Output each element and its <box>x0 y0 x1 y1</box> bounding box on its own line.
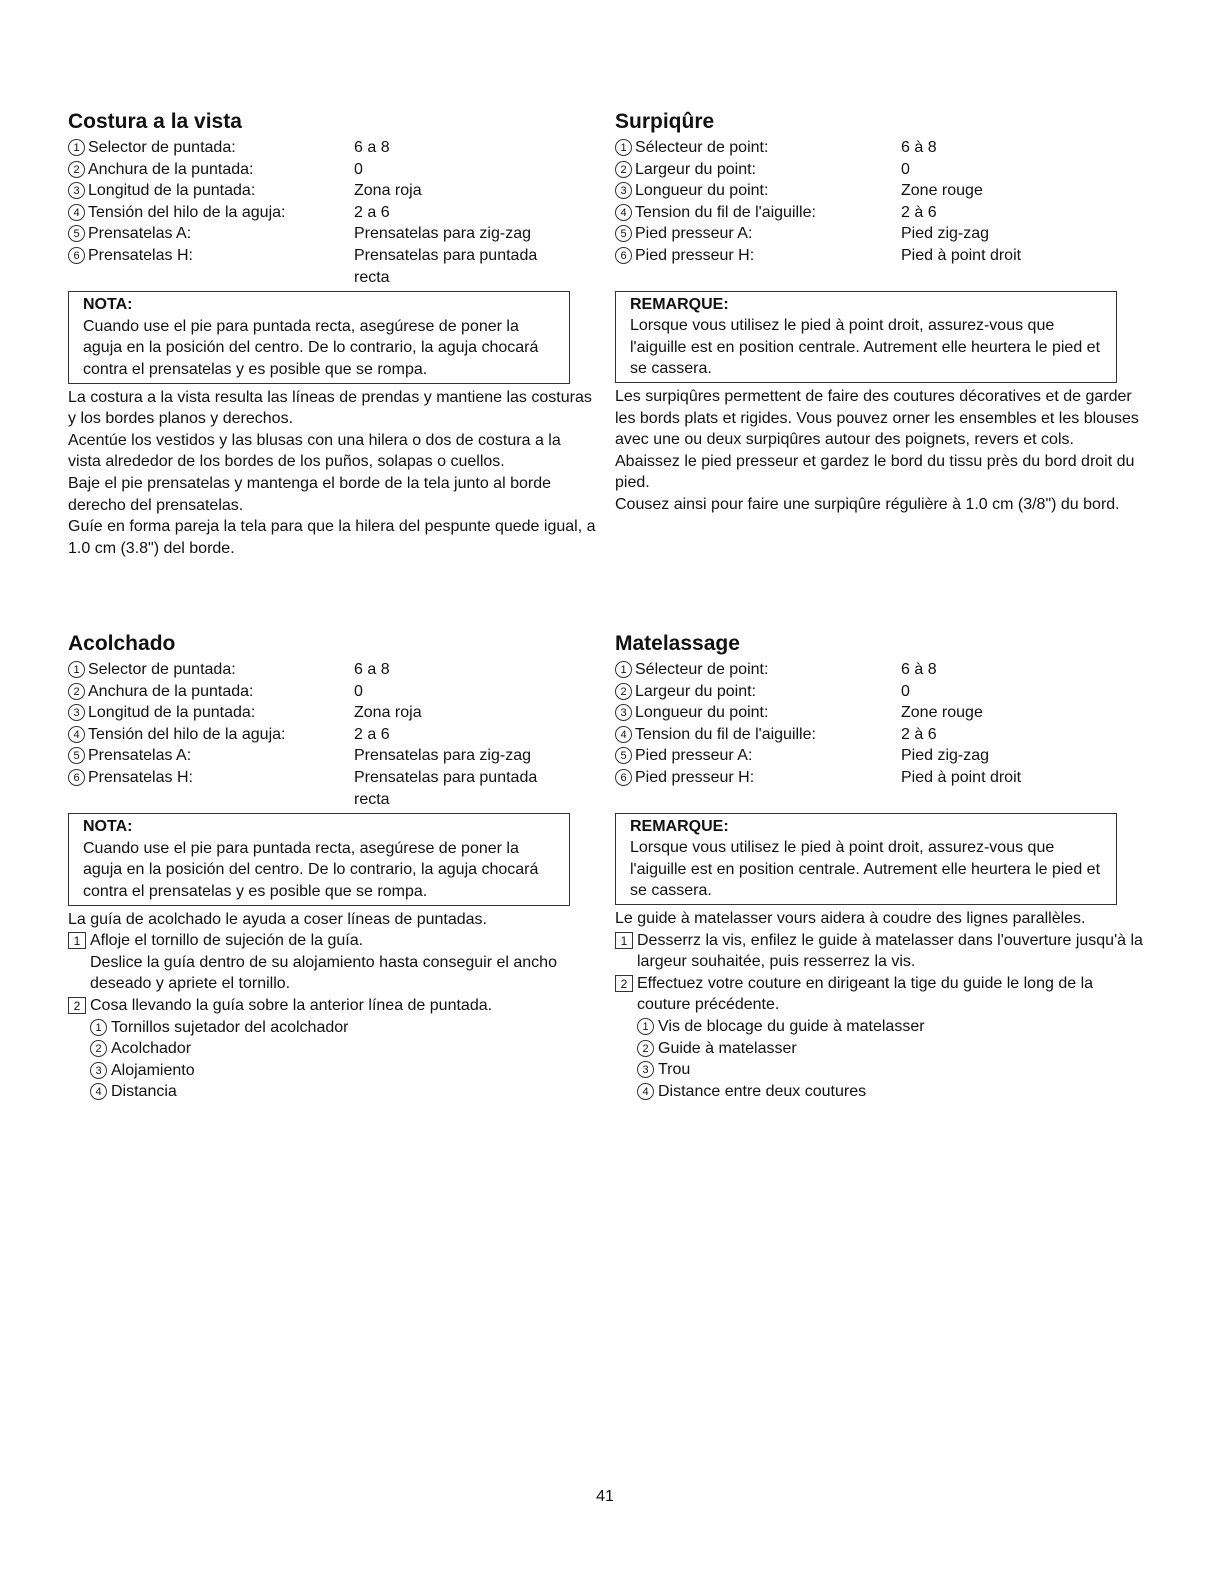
part-label: Trou <box>658 1061 691 1079</box>
setting-row <box>615 659 1145 681</box>
setting-number: 4 <box>615 726 632 743</box>
setting-label: Pied presseur H: <box>635 246 755 264</box>
setting-number: 3 <box>68 704 85 721</box>
settings-list <box>615 137 1145 267</box>
paragraph: Guíe en forma pareja la tela para que la hilera del pespunte quede igual, a 1.0 cm (3.8") del borde. <box>68 518 596 557</box>
setting-label: Pied presseur A: <box>635 225 753 243</box>
setting-value: Prensatelas para puntada recta <box>354 768 538 808</box>
part-item <box>615 1016 1145 1038</box>
setting-value: Zona roja <box>354 182 422 200</box>
setting-number: 4 <box>68 204 85 221</box>
settings-list <box>68 659 598 810</box>
setting-label: Anchura de la puntada: <box>88 682 254 700</box>
part-item <box>615 1081 1145 1103</box>
setting-number: 6 <box>615 769 632 786</box>
setting-row <box>615 681 1145 703</box>
setting-number: 4 <box>68 726 85 743</box>
setting-number: 2 <box>68 161 85 178</box>
setting-number: 2 <box>615 161 632 178</box>
section-title: Acolchado <box>68 632 176 655</box>
part-number: 2 <box>90 1040 107 1057</box>
setting-value: Pied zig-zag <box>901 747 990 765</box>
setting-row <box>615 745 1145 767</box>
setting-value: 0 <box>901 682 910 700</box>
setting-value: 0 <box>901 160 910 178</box>
setting-value: 6 à 8 <box>901 139 937 156</box>
setting-label: Pied presseur A: <box>635 747 753 765</box>
setting-label: Prensatelas H: <box>88 768 193 786</box>
setting-value: 6 à 8 <box>901 661 937 678</box>
setting-row <box>68 223 598 245</box>
setting-number: 6 <box>615 247 632 264</box>
setting-row <box>615 159 1145 181</box>
setting-label: Longitud de la puntada: <box>88 182 256 200</box>
setting-value: Prensatelas para zig-zag <box>354 225 531 243</box>
paragraph: La costura a la vista resulta las líneas de prendas y mantiene las costuras y los bordes planos y derechos. <box>68 388 592 428</box>
step-text: Afloje el tornillo de sujeción de la guía. <box>90 932 364 950</box>
part-number: 2 <box>637 1040 654 1057</box>
part-label: Distancia <box>111 1083 177 1101</box>
paragraph: Baje el pie prensatelas y mantenga el borde de la tela junto al borde derecho del prensatelas. <box>68 474 551 514</box>
setting-value: 0 <box>354 682 363 700</box>
setting-label: Anchura de la puntada: <box>88 160 254 178</box>
section-costura <box>68 110 598 559</box>
setting-value: Pied à point droit <box>901 246 1022 264</box>
setting-number: 5 <box>615 225 632 242</box>
step-number: 1 <box>615 932 633 949</box>
note-box <box>68 813 570 905</box>
part-item <box>68 1081 598 1103</box>
setting-row <box>68 137 598 159</box>
setting-number: 1 <box>615 661 632 678</box>
note-box <box>615 813 1117 905</box>
setting-label: Tensión del hilo de la aguja: <box>88 203 286 221</box>
setting-label: Tensión del hilo de la aguja: <box>88 725 286 743</box>
body-text <box>615 908 1145 1102</box>
setting-row <box>68 202 598 224</box>
setting-label: Sélecteur de point: <box>635 139 769 156</box>
setting-row <box>68 245 598 288</box>
setting-value: 2 à 6 <box>901 203 937 221</box>
setting-value: 2 à 6 <box>901 725 937 743</box>
section-acolchado <box>68 632 598 1103</box>
note-text: Cuando use el pie para puntada recta, asegúrese de poner la aguja en la posición del centro. De lo contrario, la aguja chocará contra el prensatelas y es posible que se rompa. <box>83 317 539 378</box>
step-number: 2 <box>615 975 633 992</box>
setting-number: 2 <box>615 683 632 700</box>
setting-row <box>615 180 1145 202</box>
setting-value: 0 <box>354 160 363 178</box>
setting-number: 6 <box>68 769 85 786</box>
setting-number: 3 <box>68 182 85 199</box>
setting-row <box>615 137 1145 159</box>
setting-value: Zone rouge <box>901 182 983 200</box>
part-item <box>68 1038 598 1060</box>
section-title: Matelassage <box>615 632 740 655</box>
step-number: 2 <box>68 997 86 1014</box>
setting-row <box>615 702 1145 724</box>
setting-row <box>68 659 598 681</box>
part-label: Guide à matelasser <box>658 1039 797 1057</box>
intro-text: La guía de acolchado le ayuda a coser líneas de puntadas. <box>68 910 487 928</box>
note-box <box>68 291 570 383</box>
setting-value: Pied zig-zag <box>901 225 990 243</box>
setting-row <box>68 159 598 181</box>
note-text: Lorsque vous utilisez le pied à point droit, assurez-vous que l'aiguille est en position centrale. Autrement elle heurtera le pied et se cassera. <box>630 317 1101 378</box>
setting-row <box>68 767 598 810</box>
setting-value: 2 a 6 <box>354 725 390 743</box>
section-title: Costura a la vista <box>68 110 242 133</box>
part-number: 1 <box>90 1019 107 1036</box>
setting-row <box>68 180 598 202</box>
setting-label: Tension du fil de l'aiguille: <box>635 725 816 743</box>
setting-label: Prensatelas A: <box>88 747 192 765</box>
setting-number: 5 <box>68 747 85 764</box>
part-number: 4 <box>637 1083 654 1100</box>
note-text: Lorsque vous utilisez le pied à point droit, assurez-vous que l'aiguille est en position centrale. Autrement elle heurtera le pied et se cassera. <box>630 839 1101 900</box>
setting-label: Prensatelas A: <box>88 225 192 243</box>
part-item <box>615 1059 1145 1081</box>
page-number: 41 <box>596 1488 614 1505</box>
body-text <box>615 386 1145 516</box>
setting-value: Prensatelas para zig-zag <box>354 747 531 765</box>
setting-label: Longitud de la puntada: <box>88 704 256 722</box>
setting-row <box>615 202 1145 224</box>
step-number: 1 <box>68 932 86 949</box>
setting-number: 6 <box>68 247 85 264</box>
section-surpiqure <box>615 110 1145 516</box>
step-1 <box>68 930 598 952</box>
note-text: Cuando use el pie para puntada recta, asegúrese de poner la aguja en la posición del centro. De lo contrario, la aguja chocará contra el prensatelas y es posible que se rompa. <box>83 839 539 900</box>
setting-value: Prensatelas para puntada recta <box>354 246 538 286</box>
setting-number: 4 <box>615 204 632 221</box>
setting-label: Selector de puntada: <box>88 661 236 678</box>
part-number: 3 <box>90 1062 107 1079</box>
note-title: NOTA: <box>83 818 133 836</box>
note-title: REMARQUE: <box>630 817 729 835</box>
part-number: 1 <box>637 1018 654 1035</box>
section-title: Surpiqûre <box>615 110 715 133</box>
part-label: Alojamiento <box>111 1061 195 1079</box>
setting-row <box>68 745 598 767</box>
intro-text: Le guide à matelasser vours aidera à coudre des lignes parallèles. <box>615 909 1086 927</box>
paragraph: Acentúe los vestidos y las blusas con una hilera o dos de costura a la vista alrededor de los bordes de los puños, solapas o cuellos. <box>68 431 561 471</box>
part-item <box>615 1038 1145 1060</box>
setting-value: Pied à point droit <box>901 768 1022 786</box>
setting-number: 2 <box>68 683 85 700</box>
part-label: Acolchador <box>111 1040 192 1058</box>
setting-number: 1 <box>68 661 85 678</box>
setting-label: Longueur du point: <box>635 182 769 200</box>
setting-row <box>68 681 598 703</box>
setting-row <box>615 223 1145 245</box>
body-text <box>68 909 598 1103</box>
part-item <box>68 1060 598 1082</box>
paragraph: Cousez ainsi pour faire une surpiqûre régulière à 1.0 cm (3/8") du bord. <box>615 495 1120 513</box>
setting-label: Largeur du point: <box>635 682 756 700</box>
setting-value: Zona roja <box>354 704 422 722</box>
step-2 <box>615 973 1145 1016</box>
setting-row <box>68 702 598 724</box>
step-1 <box>615 930 1145 973</box>
setting-row <box>615 245 1145 267</box>
setting-value: 6 a 8 <box>354 139 390 156</box>
setting-number: 3 <box>615 704 632 721</box>
step-text: Cosa llevando la guía sobre la anterior línea de puntada. <box>90 996 493 1014</box>
note-title: NOTA: <box>83 296 133 314</box>
step-text: Desserrz la vis, enfilez le guide à matelasser dans l'ouverture jusqu'à la largeur souhaitée, puis resserrez la vis. <box>637 931 1143 971</box>
part-label: Distance entre deux coutures <box>658 1082 867 1100</box>
setting-label: Longueur du point: <box>635 704 769 722</box>
setting-row <box>615 724 1145 746</box>
setting-label: Sélecteur de point: <box>635 661 769 678</box>
setting-label: Selector de puntada: <box>88 139 236 156</box>
settings-list <box>615 659 1145 789</box>
part-number: 3 <box>637 1061 654 1078</box>
note-title: REMARQUE: <box>630 295 729 313</box>
setting-number: 1 <box>68 139 85 156</box>
step-2 <box>68 995 598 1017</box>
step-text: Effectuez votre couture en dirigeant la tige du guide le long de la couture précédente. <box>637 974 1094 1014</box>
note-box <box>615 291 1117 383</box>
part-label: Vis de blocage du guide à matelasser <box>658 1017 925 1035</box>
setting-value: 2 a 6 <box>354 203 390 221</box>
setting-number: 3 <box>615 182 632 199</box>
paragraph: Les surpiqûres permettent de faire des coutures décoratives et de garder les bords plats et rigides. Vous pouvez orner les ensembles et les blouses avec une ou deux surpiqûres autour des poignets, revers et cols. <box>615 387 1139 449</box>
setting-number: 1 <box>615 139 632 156</box>
setting-number: 5 <box>615 747 632 764</box>
part-label: Tornillos sujetador del acolchador <box>111 1018 349 1036</box>
setting-row <box>615 767 1145 789</box>
setting-label: Tension du fil de l'aiguille: <box>635 203 816 221</box>
section-matelassage <box>615 632 1145 1102</box>
setting-value: Zone rouge <box>901 704 983 722</box>
body-text <box>68 387 598 560</box>
setting-label: Prensatelas H: <box>88 246 193 264</box>
paragraph: Abaissez le pied presseur et gardez le bord du tissu près du bord droit du pied. <box>615 452 1135 492</box>
settings-list <box>68 137 598 288</box>
setting-value: 6 a 8 <box>354 661 390 678</box>
step-1-continuation: Deslice la guía dentro de su alojamiento hasta conseguir el ancho deseado y apriete el tornillo. <box>90 953 557 993</box>
setting-label: Pied presseur H: <box>635 768 755 786</box>
setting-number: 5 <box>68 225 85 242</box>
setting-label: Largeur du point: <box>635 160 756 178</box>
setting-row <box>68 724 598 746</box>
part-item <box>68 1017 598 1039</box>
part-number: 4 <box>90 1083 107 1100</box>
